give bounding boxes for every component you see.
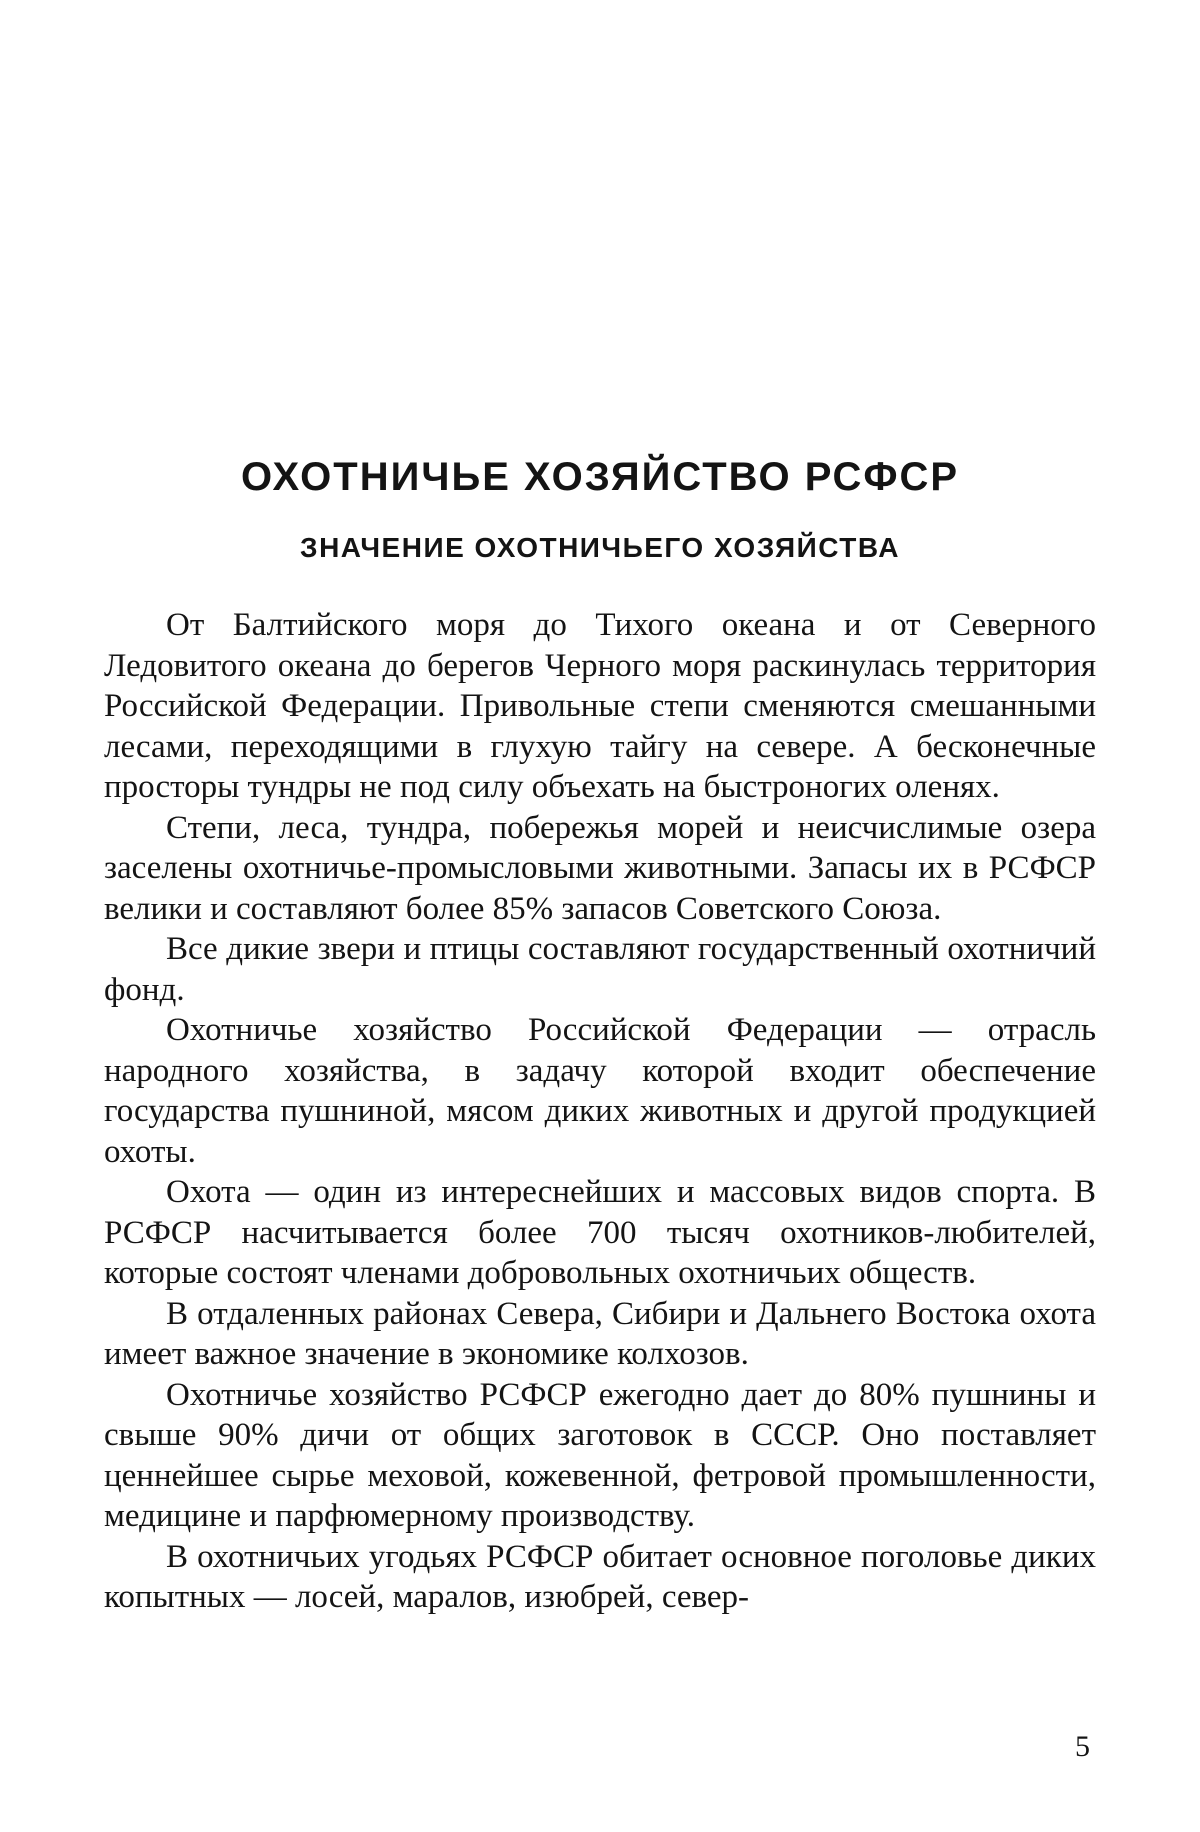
paragraph: В отдаленных районах Севера, Сибири и Дальнего Востока охота имеет важное значение в экономике колхозов. bbox=[104, 1295, 1096, 1372]
paragraph: Все дикие звери и птицы составляют государственный охотничий фонд. bbox=[104, 931, 1096, 1008]
paragraph: В охотничьих угодьях РСФСР обитает основное поголовье диких копытных — лосей, маралов, изюбрей, север- bbox=[104, 1538, 1096, 1615]
paragraph: Степи, леса, тундра, побережья морей и неисчислимые озера заселены охотничье-промысловыми животными. Запасы их в РСФСР велики и составляют более 85% запасов Советского Союза. bbox=[104, 809, 1096, 927]
paragraph: От Балтийского моря до Тихого океана и от Северного Ледовитого океана до берегов Черного моря раскинулась территория Российской Федерации. Привольные степи сменяются смешанными лесами, переходящими в глухую тайгу на севере. А бесконечные просторы тундры не под силу объехать на быстроногих оленях. bbox=[104, 607, 1096, 805]
paragraph: Охота — один из интереснейших и массовых видов спорта. В РСФСР насчитывается более 700 тысяч охотников-любителей, которые состоят членами добровольных охотничьих обществ. bbox=[104, 1174, 1096, 1291]
section-heading: ЗНАЧЕНИЕ ОХОТНИЧЬЕГО ХОЗЯЙСТВА bbox=[300, 532, 900, 563]
body-text bbox=[104, 605, 1096, 1618]
paragraph: Охотничье хозяйство РСФСР ежегодно дает до 80% пушнины и свыше 90% дичи от общих заготовок в СССР. Оно поставляет ценнейшее сырье меховой, кожевенной, фетровой промышленности, медицине и парфюмерному производству. bbox=[104, 1376, 1096, 1534]
paragraph: Охотничье хозяйство Российской Федерации — отрасль народного хозяйства, в задачу которой входит обеспечение государства пушниной, мясом диких животных и другой продукцией охоты. bbox=[104, 1012, 1096, 1170]
page-number: 5 bbox=[1075, 1730, 1090, 1763]
page-title: ОХОТНИЧЬЕ ХОЗЯЙСТВО РСФСР bbox=[240, 455, 960, 499]
